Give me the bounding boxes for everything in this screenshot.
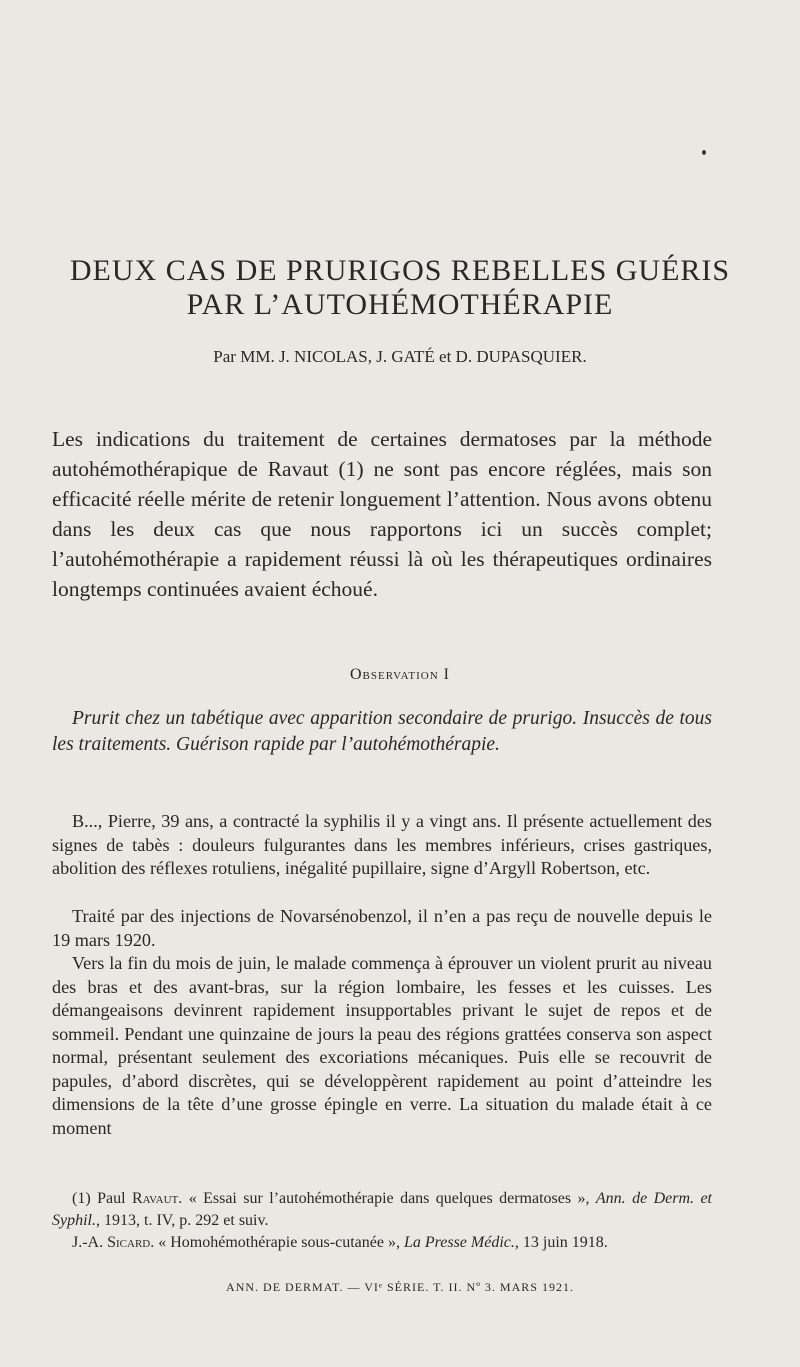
journal-running-footer: ANN. DE DERMAT. — VIᵉ SÉRIE. T. II. Nº 3. MARS 1921.	[226, 1280, 574, 1294]
footnote-1-ref: , 1913, t. IV, p. 292 et suiv.	[96, 1212, 269, 1229]
observation-summary: Prurit chez un tabétique avec apparition secondaire de prurigo. Insuccès de tous les traitements. Guérison rapide par l’autohémothérapie.	[52, 708, 712, 755]
footnote-1-text: . « Essai sur l’autohémothérapie dans quelques dermatoses »,	[178, 1190, 596, 1207]
footnote-1	[52, 1188, 712, 1232]
intro-paragraph: Les indications du traitement de certaines dermatoses par la méthode autohémothérapique de Ravaut (1) ne sont pas encore réglées, mais son efficacité réelle mérite de retenir longuement l’attention. Nous avons obtenu dans les deux cas que nous rapportons ici un succès complet; l’autohémothérapie a rapidement réussi là où les thérapeutiques ordinaires longtemps continuées avaient échoué.	[52, 427, 712, 601]
footnote-1-prefix: (1) Paul	[72, 1190, 132, 1207]
article-authors: Par MM. J. NICOLAS, J. GATÉ et D. DUPASQUIER.	[213, 347, 587, 366]
footnote-2-prefix: J.-A.	[72, 1234, 108, 1251]
footnote-2	[52, 1232, 712, 1254]
footnote-1-author: Ravaut	[131, 1190, 179, 1207]
article-title-line-1: DEUX CAS DE PRURIGOS REBELLES GUÉRIS	[69, 254, 731, 287]
footnote-2-journal: La Presse Médic.	[403, 1234, 515, 1251]
footnotes	[52, 1188, 712, 1254]
ink-speck	[702, 150, 706, 155]
footnote-2-ref: , 13 juin 1918.	[514, 1234, 608, 1251]
footnote-2-text: . « Homohémothérapie sous-cutanée »,	[150, 1234, 404, 1251]
article-title-line-2: PAR L’AUTOHÉMOTHÉRAPIE	[186, 288, 614, 321]
observation-paragraph-1: B..., Pierre, 39 ans, a contracté la syphilis il y a vingt ans. Il présente actuellement des signes de tabès : douleurs fulgurantes dans les membres inférieurs, crises gastriques, abolition des réflexes rotuliens, inégalité pupillaire, signe d’Argyll Robertson, etc.	[52, 811, 712, 878]
footnote-2-author: Sicard	[107, 1234, 151, 1251]
observation-paragraph-3: Vers la fin du mois de juin, le malade commença à éprouver un violent prurit au niveau des bras et des avant-bras, sur la région lombaire, les fesses et les cuisses. Les démangeaisons devinrent rapidement insupportables privant le sujet de repos et de sommeil. Pendant une quinzaine de jours la peau des régions grattées conserva son aspect normal, présentant seulement des excoriations mécaniques. Puis elle se recouvrit de papules, d’abord discrètes, qui se développèrent rapidement au point d’atteindre les dimensions de la tête d’une grosse épingle en verre. La situation du malade était à ce moment	[52, 953, 712, 1138]
footnote-1-journal: Ann. de Derm. et Syphil.	[52, 1190, 713, 1229]
observation-paragraph-2: Traité par des injections de Novarsénobenzol, il n’en a pas reçu de nouvelle depuis le 19 mars 1920.	[52, 906, 712, 950]
observation-heading: Observation I	[349, 666, 451, 683]
